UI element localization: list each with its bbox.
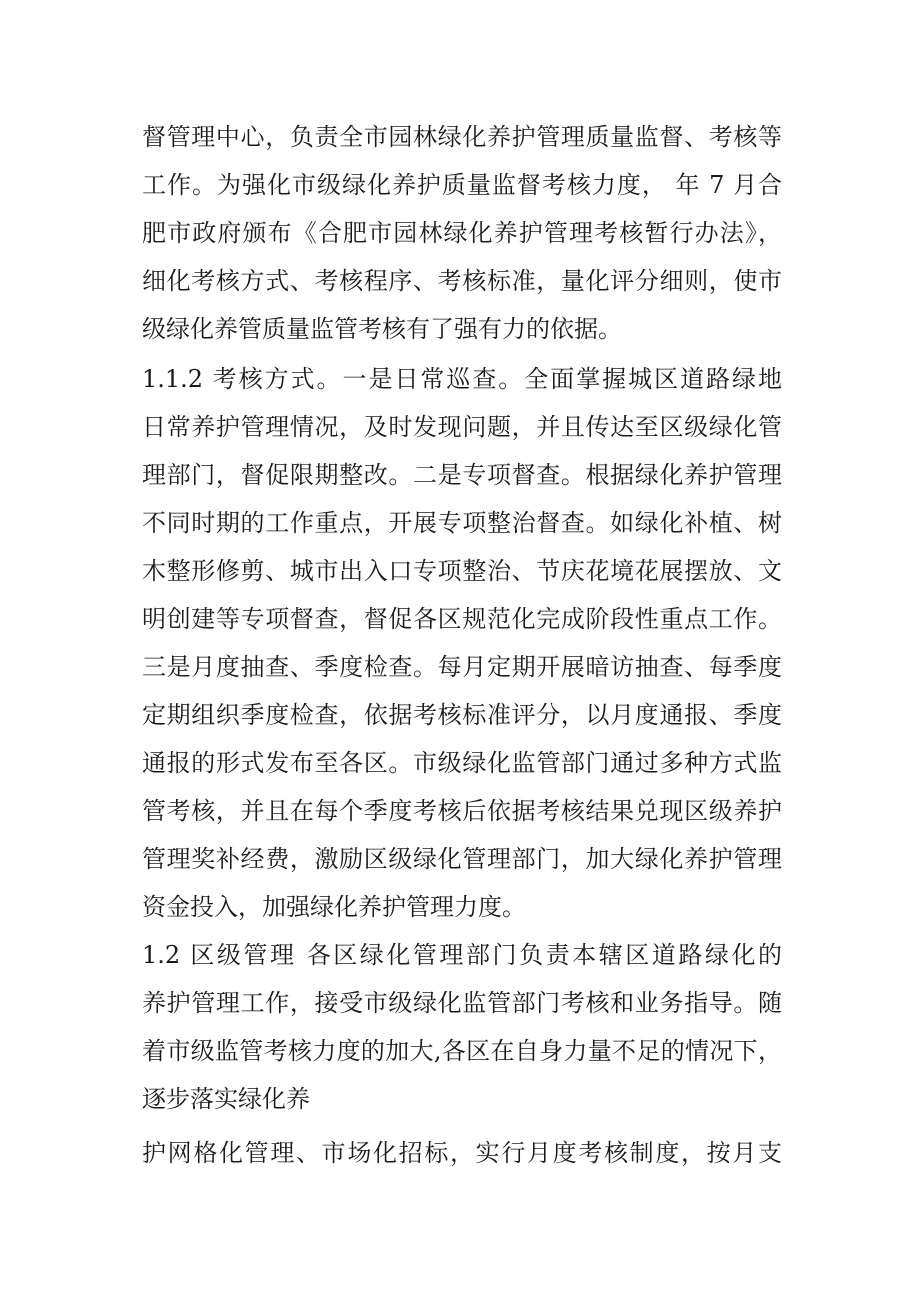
text-line: 日常养护管理情况，及时发现问题，并且传达至区级绿化管 bbox=[142, 413, 782, 441]
text-line: 管理奖补经费，激励区级绿化管理部门，加大绿化养护管理 bbox=[142, 845, 782, 873]
text-line: 1.1.2 考核方式。一是日常巡查。全面掌握城区道路绿地 bbox=[142, 365, 782, 393]
text-line: 护网格化管理、市场化招标，实行月度考核制度，按月支 bbox=[142, 1139, 782, 1167]
text-line: 理部门，督促限期整改。二是专项督查。根据绿化养护管理 bbox=[142, 461, 782, 489]
text-line: 1.2 区级管理 各区绿化管理部门负责本辖区道路绿化的 bbox=[142, 941, 782, 969]
text-line: 细化考核方式、考核程序、考核标准，量化评分细则，使市 bbox=[142, 267, 782, 295]
text-line: 资金投入，加强绿化养护管理力度。 bbox=[142, 893, 526, 921]
text-line: 着市级监管考核力度的加大,各区在自身力量不足的情况下， bbox=[142, 1037, 782, 1065]
text-line: 明创建等专项督查，督促各区规范化完成阶段性重点工作。 bbox=[142, 605, 782, 633]
text-line: 不同时期的工作重点，开展专项整治督查。如绿化补植、树 bbox=[142, 509, 782, 537]
text-line: 逐步落实绿化养 bbox=[142, 1085, 310, 1113]
text-line: 工作。为强化市级绿化养护质量监督考核力度， 年 7 月合 bbox=[142, 171, 782, 199]
text-line: 木整形修剪、城市出入口专项整治、节庆花境花展摆放、文 bbox=[142, 557, 782, 585]
text-line: 定期组织季度检查，依据考核标准评分，以月度通报、季度 bbox=[142, 701, 782, 729]
text-line: 督管理中心，负责全市园林绿化养护管理质量监督、考核等 bbox=[142, 123, 782, 151]
text-line: 养护管理工作，接受市级绿化监管部门考核和业务指导。随 bbox=[142, 989, 782, 1017]
text-line: 级绿化养管质量监管考核有了强有力的依据。 bbox=[142, 315, 622, 343]
text-line: 通报的形式发布至各区。市级绿化监管部门通过多种方式监 bbox=[142, 749, 782, 777]
text-line: 管考核，并且在每个季度考核后依据考核结果兑现区级养护 bbox=[142, 797, 782, 825]
text-line: 三是月度抽查、季度检查。每月定期开展暗访抽查、每季度 bbox=[142, 653, 782, 681]
text-line: 肥市政府颁布《合肥市园林绿化养护管理考核暂行办法》， bbox=[142, 219, 782, 247]
